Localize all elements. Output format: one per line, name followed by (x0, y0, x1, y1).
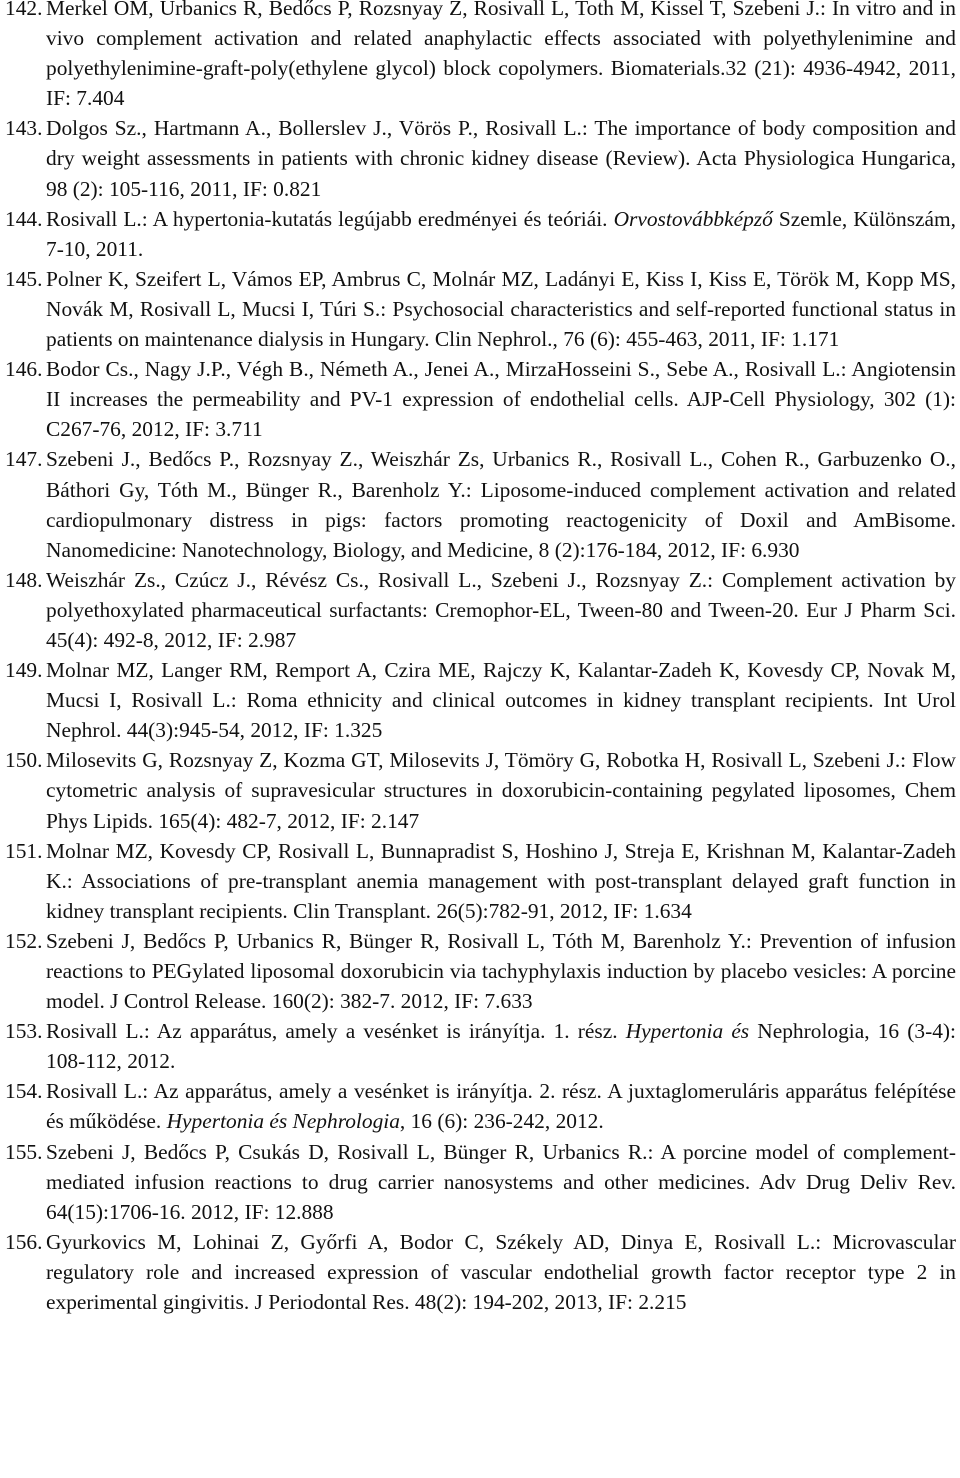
reference-number: 151. (5, 838, 43, 863)
reference-entry (5, 655, 956, 745)
reference-entry (5, 1076, 956, 1136)
reference-entry (5, 354, 956, 444)
reference-number: 155. (5, 1139, 43, 1164)
reference-text (46, 0, 956, 113)
reference-number: 143. (5, 116, 43, 141)
reference-body: Bodor Cs., Nagy J.P., Végh B., Németh A., Jenei A., MirzaHosseini S., Sebe A., Rosivall L.: Angiotensin II increases the permeability and PV-1 expression of endothelial cells. AJP-Cell Physiology, 302 (1): C267-76, 2012, IF: 3.711 (46, 357, 956, 442)
reference-text (46, 836, 956, 926)
reference-body: Dolgos Sz., Hartmann A., Bollerslev J., Vörös P., Rosivall L.: The importance of body composition and dry weight assessments in patients with chronic kidney disease (Review). Acta Physiologica Hungarica, 98 (2): 105-116, 2011, IF: 0.821 (46, 116, 956, 201)
reference-body: Rosivall L.: Az apparátus, amely a vesénket is irányítja. 1. rész. (46, 1019, 626, 1044)
reference-entry (5, 1227, 956, 1317)
reference-entry (5, 113, 956, 203)
reference-body: Molnar MZ, Kovesdy CP, Rosivall L, Bunnapradist S, Hoshino J, Streja E, Krishnan M, Kalantar-Zadeh K.: Associations of pre-transplant anemia management with post-transplant delayed graft function in kidney transplant recipients. Clin Transplant. 26(5):782-91, 2012, IF: 1.634 (46, 838, 956, 923)
reference-body: Milosevits G, Rozsnyay Z, Kozma GT, Milosevits J, Tömöry G, Robotka H, Rosivall L, Szebeni J.: Flow cytometric analysis of supravesicular structures in doxorubicin-containing pegylated liposomes, Chem Phys Lipids. 165(4): 482-7, 2012, IF: 2.147 (46, 748, 956, 833)
reference-journal-italic: Hypertonia és Nephrologia (166, 1109, 400, 1134)
reference-entry (5, 1016, 956, 1076)
reference-text (46, 926, 956, 1016)
reference-text (46, 444, 956, 564)
reference-tail: , 16 (6): 236-242, 2012. (399, 1109, 604, 1134)
reference-entry (5, 565, 956, 655)
reference-text (46, 1227, 956, 1317)
reference-body: Rosivall L.: Az apparátus, amely a vesénket is irányítja. 2. rész. A juxtaglomeruláris apparátus felépítése és működése. (46, 1079, 956, 1134)
reference-entry (5, 745, 956, 835)
reference-entry (5, 926, 956, 1016)
reference-number: 145. (5, 266, 43, 291)
reference-entry (5, 836, 956, 926)
reference-text (46, 354, 956, 444)
reference-number: 156. (5, 1229, 43, 1254)
reference-number: 153. (5, 1019, 43, 1044)
reference-body: Szebeni J, Bedőcs P, Urbanics R, Bünger R, Rosivall L, Tóth M, Barenholz Y.: Prevention of infusion reactions to PEGylated liposomal doxorubicin via tachyphylaxis induction by placebo vesicles: A porcine model. J Control Release. 160(2): 382-7. 2012, IF: 7.633 (46, 928, 956, 1014)
reference-body: Rosivall L.: A hypertonia-kutatás legújabb eredményei és teóriái. (46, 206, 614, 231)
reference-body: Molnar MZ, Langer RM, Remport A, Czira ME, Rajczy K, Kalantar-Zadeh K, Kovesdy CP, Novak M, Mucsi I, Rosivall L.: Roma ethnicity and clinical outcomes in kidney transplant recipients. Int Urol Nephrol. 44(3):945-54, 2012, IF: 1.325 (46, 658, 956, 743)
reference-entry (5, 0, 956, 113)
reference-text (46, 113, 956, 203)
reference-text (46, 1137, 956, 1227)
reference-entry (5, 444, 956, 564)
reference-entry (5, 264, 956, 354)
reference-number: 147. (5, 447, 43, 472)
reference-tail: Nephrologia, 16 (3-4): 108-112, 2012. (46, 1019, 956, 1074)
reference-tail: Szemle, Különszám, 7-10, 2011. (46, 206, 957, 261)
reference-number: 142. (5, 0, 43, 20)
reference-body: Szebeni J, Bedőcs P, Csukás D, Rosivall L, Bünger R, Urbanics R.: A porcine model of complement-mediated infusion reactions to drug carrier nanosystems and other medicines. Adv Drug Deliv Rev. 64(15):1706-16. 2012, IF: 12.888 (46, 1139, 956, 1224)
reference-journal-italic: Hypertonia és (625, 1019, 750, 1044)
reference-text (46, 264, 956, 354)
reference-number: 144. (5, 206, 43, 231)
reference-text (46, 745, 956, 835)
reference-number: 149. (5, 658, 43, 683)
reference-number: 152. (5, 928, 43, 953)
reference-number: 150. (5, 748, 43, 773)
reference-journal-italic: Orvostovábbképző (613, 206, 773, 231)
reference-entry (5, 1137, 956, 1227)
reference-body: Szebeni J., Bedőcs P., Rozsnyay Z., Weiszhár Zs, Urbanics R., Rosivall L., Cohen R., Garbuzenko O., Báthori Gy, Tóth M., Bünger R., Barenholz Y.: Liposome-induced complement activation and related cardiopulmonary distress in pigs: factors promoting reactogenicity of Doxil and AmBisome. Nanomedicine: Nanotechnology, Biology, and Medicine, 8 (2):176-184, 2012, IF: 6.930 (46, 447, 956, 562)
reference-number: 148. (5, 567, 43, 592)
reference-body: Polner K, Szeifert L, Vámos EP, Ambrus C, Molnár MZ, Ladányi E, Kiss I, Kiss E, Török M, Kopp MS, Novák M, Rosivall L, Mucsi I, Túri S.: Psychosocial characteristics and self-reported functional status in patients on maintenance dialysis in Hungary. Clin Nephrol., 76 (6): 455-463, 2011, IF: 1.171 (46, 266, 956, 352)
reference-number: 146. (5, 357, 43, 382)
reference-entry (5, 204, 956, 264)
reference-text (46, 655, 956, 745)
reference-body: Gyurkovics M, Lohinai Z, Győrfi A, Bodor C, Székely AD, Dinya E, Rosivall L.: Microvascular regulatory role and increased expression of vascular endothelial growth factor receptor type 2 in experimental gingivitis. J Periodontal Res. 48(2): 194-202, 2013, IF: 2.215 (46, 1229, 956, 1315)
reference-number: 154. (5, 1079, 43, 1104)
reference-body: Merkel OM, Urbanics R, Bedőcs P, Rozsnyay Z, Rosivall L, Toth M, Kissel T, Szebeni J.: In vitro and in vivo complement activation and related anaphylactic effects associated with polyethylenimine and polyethylenimine-graft-poly(ethylene glycol) block copolymers. Biomaterials.32 (21): 4936-4942, 2011, IF: 7.404 (46, 0, 956, 111)
reference-body: Weiszhár Zs., Czúcz J., Révész Cs., Rosivall L., Szebeni J., Rozsnyay Z.: Complement activation by polyethoxylated pharmaceutical surfactants: Cremophor-EL, Tween-80 and Tween-20. Eur J Pharm Sci. 45(4): 492-8, 2012, IF: 2.987 (46, 567, 956, 652)
reference-text (46, 1016, 956, 1076)
reference-text (46, 565, 956, 655)
reference-text (46, 204, 956, 264)
reference-text (46, 1076, 956, 1136)
